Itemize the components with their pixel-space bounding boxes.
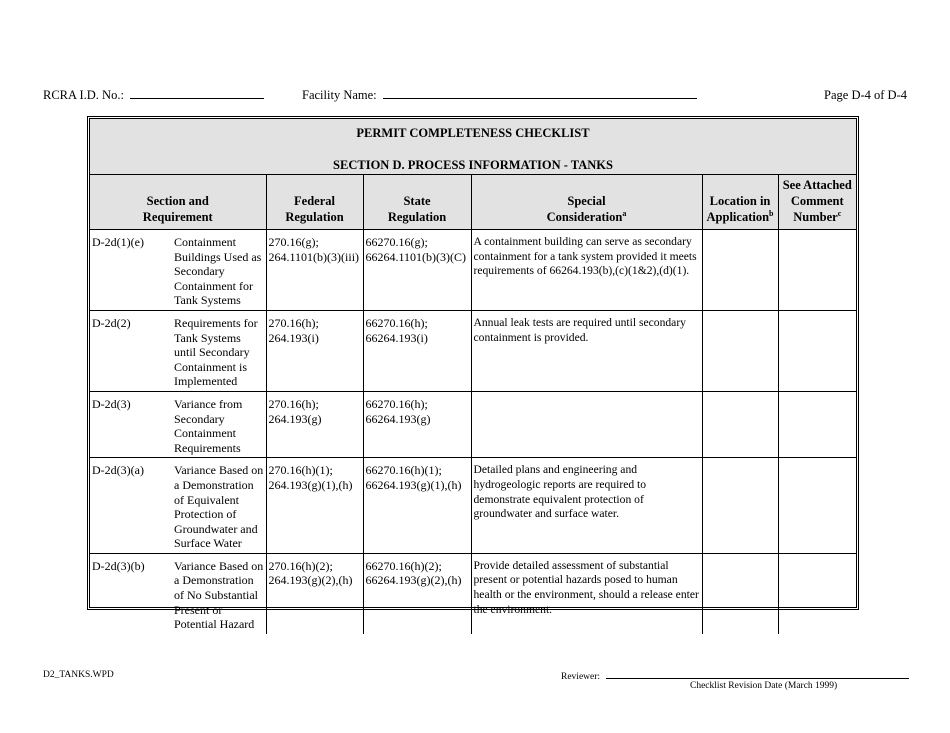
col-section-requirement: Section and Requirement xyxy=(90,175,266,230)
row-special xyxy=(471,391,702,457)
table-header-row xyxy=(90,175,856,230)
footer-filename: D2_TANKS.WPD xyxy=(43,670,114,680)
col-special-consideration: Special Consideration$^a$ xyxy=(471,175,702,230)
table-row xyxy=(90,458,856,554)
row-special: Annual leak tests are required until secondary containment is provided. xyxy=(471,310,702,391)
row-code: D-2d(3) xyxy=(90,391,170,457)
row-state: 66270.16(h)(2); 66264.193(g)(2),(h) xyxy=(363,553,471,633)
table-row xyxy=(90,310,856,391)
table-row xyxy=(90,230,856,311)
row-code: D-2d(2) xyxy=(90,310,170,391)
rcra-id-label: RCRA I.D. No.: xyxy=(43,88,124,102)
row-comment-input[interactable] xyxy=(778,310,856,391)
row-code: D-2d(3)(a) xyxy=(90,458,170,554)
revision-date: Checklist Revision Date (March 1999) xyxy=(690,681,838,691)
col-state-regulation: State Regulation xyxy=(363,175,471,230)
rcra-id-field xyxy=(43,88,264,103)
row-federal: 270.16(h); 264.193(g) xyxy=(266,391,363,457)
reviewer-label: Reviewer: xyxy=(561,672,601,682)
col-federal-regulation: Federal Regulation xyxy=(266,175,363,230)
row-federal: 270.16(h)(1); 264.193(g)(1),(h) xyxy=(266,458,363,554)
facility-name-label: Facility Name: xyxy=(302,88,377,102)
row-location-input[interactable] xyxy=(702,310,778,391)
row-state: 66270.16(h)(1); 66264.193(g)(1),(h) xyxy=(363,458,471,554)
checklist-title xyxy=(90,119,856,175)
row-comment-input[interactable] xyxy=(778,230,856,311)
row-state: 66270.16(h); 66264.193(g) xyxy=(363,391,471,457)
title-line-1: PERMIT COMPLETENESS CHECKLIST xyxy=(356,126,590,140)
row-comment-input[interactable] xyxy=(778,391,856,457)
col-location-in-application: Location in Application$^b$ xyxy=(702,175,778,230)
title-line-2: SECTION D. PROCESS INFORMATION - TANKS xyxy=(333,158,613,172)
row-federal: 270.16(h)(2); 264.193(g)(2),(h) xyxy=(266,553,363,633)
page-number: Page D-4 of D-4 xyxy=(824,88,907,102)
row-federal: 270.16(h); 264.193(i) xyxy=(266,310,363,391)
rcra-id-blank[interactable] xyxy=(130,88,264,99)
row-federal: 270.16(g); 264.1101(b)(3)(iii) xyxy=(266,230,363,311)
checklist-table-frame xyxy=(87,116,859,632)
table-row xyxy=(90,391,856,457)
row-location-input[interactable] xyxy=(702,458,778,554)
row-requirement: Variance Based on a Demonstration of No Substantial Present or Potential Hazard xyxy=(170,553,266,633)
row-code: D-2d(3)(b) xyxy=(92,558,145,573)
row-location-input[interactable] xyxy=(702,553,778,633)
row-location-input[interactable] xyxy=(702,230,778,311)
row-state: 66270.16(g); 66264.1101(b)(3)(C) xyxy=(363,230,471,311)
row-special: Provide detailed assessment of substantial present or potential hazards posed to human health or the environment, should a release enter the environment. xyxy=(471,553,702,633)
table-row xyxy=(90,553,856,633)
row-requirement: Variance from Secondary Containment Requirements xyxy=(170,391,266,457)
row-requirement: Variance Based on a Demonstration of Equivalent Protection of Groundwater and Surface Water xyxy=(170,458,266,554)
row-code: D-2d(1)(e) xyxy=(90,230,170,311)
row-comment-input[interactable] xyxy=(778,553,856,633)
row-special: A containment building can serve as secondary containment for a tank system provided it meets requirements of 66264.193(b),(c)(1&2),(d)(1). xyxy=(471,230,702,311)
row-location-input[interactable] xyxy=(702,391,778,457)
checklist-table xyxy=(90,175,856,634)
reviewer-blank[interactable] xyxy=(606,670,909,679)
col-comment-number: See Attached Comment Number$^c$ xyxy=(778,175,856,230)
row-requirement: Containment Buildings Used as Secondary Containment for Tank Systems xyxy=(170,230,266,311)
row-special: Detailed plans and engineering and hydrogeologic reports are required to demonstrate equivalent protection of groundwater and surface water. xyxy=(471,458,702,554)
row-requirement: Requirements for Tank Systems until Secondary Containment is Implemented xyxy=(170,310,266,391)
facility-name-field xyxy=(302,88,697,103)
row-comment-input[interactable] xyxy=(778,458,856,554)
facility-name-blank[interactable] xyxy=(383,88,697,99)
row-state: 66270.16(h); 66264.193(i) xyxy=(363,310,471,391)
